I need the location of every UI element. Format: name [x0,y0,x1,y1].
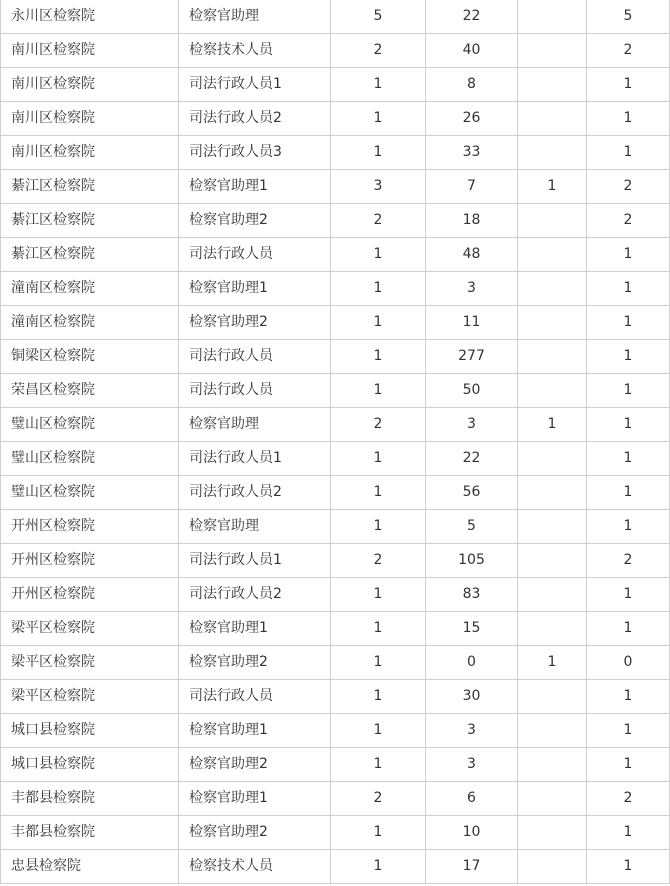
applicants-cell: 50 [426,374,518,408]
quota-cell: 1 [331,612,426,646]
quota-cell: 2 [331,544,426,578]
applicants-cell: 48 [426,238,518,272]
position-cell: 司法行政人员 [179,374,331,408]
result-cell: 2 [587,782,670,816]
quota-cell: 1 [331,238,426,272]
position-cell: 检察官助理2 [179,204,331,238]
position-cell: 检察官助理2 [179,646,331,680]
procuratorate-cell: 南川区检察院 [1,136,179,170]
quota-cell: 2 [331,408,426,442]
procuratorate-cell: 城口县检察院 [1,714,179,748]
extra-cell [518,102,587,136]
extra-cell [518,34,587,68]
table-body [1,0,670,884]
applicants-cell: 18 [426,204,518,238]
quota-cell: 2 [331,782,426,816]
result-cell: 5 [587,0,670,34]
applicants-cell: 3 [426,748,518,782]
quota-cell: 2 [331,34,426,68]
extra-cell [518,272,587,306]
table-row [1,306,670,340]
table-row [1,340,670,374]
table-row [1,136,670,170]
table-row [1,374,670,408]
result-cell: 1 [587,102,670,136]
position-cell: 检察官助理2 [179,816,331,850]
quota-cell: 1 [331,646,426,680]
applicants-cell: 8 [426,68,518,102]
procuratorate-cell: 璧山区检察院 [1,442,179,476]
extra-cell [518,238,587,272]
position-cell: 司法行政人员1 [179,442,331,476]
applicants-cell: 6 [426,782,518,816]
position-cell: 司法行政人员3 [179,136,331,170]
quota-cell: 1 [331,476,426,510]
quota-cell: 1 [331,340,426,374]
applicants-cell: 3 [426,714,518,748]
procuratorate-cell: 开州区检察院 [1,544,179,578]
applicants-cell: 17 [426,850,518,884]
position-cell: 司法行政人员1 [179,68,331,102]
extra-cell [518,136,587,170]
table-row [1,816,670,850]
table-row [1,408,670,442]
extra-cell [518,204,587,238]
position-cell: 司法行政人员2 [179,578,331,612]
extra-cell [518,578,587,612]
position-cell: 司法行政人员2 [179,102,331,136]
table-row [1,34,670,68]
table-row [1,714,670,748]
position-cell: 检察技术人员 [179,850,331,884]
extra-cell [518,612,587,646]
table-row [1,748,670,782]
table-row [1,204,670,238]
quota-cell: 2 [331,204,426,238]
extra-cell [518,340,587,374]
applicants-cell: 7 [426,170,518,204]
extra-cell [518,680,587,714]
result-cell: 1 [587,272,670,306]
table-row [1,442,670,476]
table-row [1,68,670,102]
quota-cell: 1 [331,680,426,714]
applicants-cell: 0 [426,646,518,680]
extra-cell [518,544,587,578]
position-cell: 检察官助理 [179,510,331,544]
extra-cell: 1 [518,408,587,442]
extra-cell: 1 [518,646,587,680]
table-row [1,782,670,816]
extra-cell [518,748,587,782]
table-row [1,476,670,510]
position-cell: 检察官助理2 [179,306,331,340]
quota-cell: 1 [331,272,426,306]
extra-cell [518,68,587,102]
quota-cell: 5 [331,0,426,34]
procuratorate-cell: 永川区检察院 [1,0,179,34]
applicants-cell: 3 [426,272,518,306]
applicants-cell: 22 [426,442,518,476]
result-cell: 1 [587,680,670,714]
table-row [1,170,670,204]
procuratorate-cell: 南川区检察院 [1,68,179,102]
procuratorate-cell: 铜梁区检察院 [1,340,179,374]
result-cell: 2 [587,34,670,68]
result-cell: 1 [587,714,670,748]
extra-cell [518,374,587,408]
table-row [1,238,670,272]
procuratorate-cell: 璧山区检察院 [1,476,179,510]
procuratorate-cell: 开州区检察院 [1,578,179,612]
quota-cell: 1 [331,510,426,544]
procuratorate-cell: 忠县检察院 [1,850,179,884]
quota-cell: 1 [331,136,426,170]
result-cell: 1 [587,510,670,544]
position-cell: 司法行政人员1 [179,544,331,578]
result-cell: 2 [587,170,670,204]
procuratorate-cell: 梁平区检察院 [1,680,179,714]
position-cell: 检察官助理 [179,408,331,442]
table-row [1,510,670,544]
extra-cell [518,816,587,850]
position-cell: 司法行政人员 [179,680,331,714]
procuratorate-cell: 潼南区检察院 [1,272,179,306]
position-cell: 司法行政人员 [179,238,331,272]
applicants-cell: 26 [426,102,518,136]
result-cell: 1 [587,238,670,272]
table-row [1,612,670,646]
quota-cell: 1 [331,442,426,476]
applicants-cell: 11 [426,306,518,340]
result-cell: 2 [587,544,670,578]
quota-cell: 3 [331,170,426,204]
applicants-cell: 22 [426,0,518,34]
applicants-cell: 15 [426,612,518,646]
table-row [1,646,670,680]
applicants-cell: 5 [426,510,518,544]
extra-cell [518,476,587,510]
quota-cell: 1 [331,850,426,884]
quota-cell: 1 [331,816,426,850]
position-cell: 司法行政人员 [179,340,331,374]
position-cell: 检察官助理2 [179,748,331,782]
position-cell: 检察官助理 [179,0,331,34]
applicants-cell: 33 [426,136,518,170]
procuratorate-cell: 璧山区检察院 [1,408,179,442]
result-cell: 1 [587,612,670,646]
result-cell: 1 [587,442,670,476]
applicants-cell: 56 [426,476,518,510]
quota-cell: 1 [331,306,426,340]
result-cell: 1 [587,476,670,510]
procuratorate-cell: 丰都县检察院 [1,816,179,850]
extra-cell [518,442,587,476]
procuratorate-cell: 开州区检察院 [1,510,179,544]
procuratorate-cell: 城口县检察院 [1,748,179,782]
result-cell: 1 [587,748,670,782]
table-row [1,272,670,306]
extra-cell [518,0,587,34]
table-row [1,544,670,578]
result-cell: 1 [587,68,670,102]
applicants-cell: 10 [426,816,518,850]
procuratorate-cell: 綦江区检察院 [1,238,179,272]
position-cell: 检察官助理1 [179,170,331,204]
result-cell: 1 [587,408,670,442]
result-cell: 1 [587,850,670,884]
table-row [1,578,670,612]
result-cell: 1 [587,374,670,408]
procuratorate-cell: 南川区检察院 [1,102,179,136]
extra-cell [518,782,587,816]
quota-cell: 1 [331,102,426,136]
extra-cell [518,714,587,748]
position-cell: 检察官助理1 [179,714,331,748]
quota-cell: 1 [331,714,426,748]
position-cell: 司法行政人员2 [179,476,331,510]
position-cell: 检察官助理1 [179,612,331,646]
result-cell: 1 [587,306,670,340]
table-row [1,0,670,34]
procuratorate-cell: 梁平区检察院 [1,612,179,646]
quota-cell: 1 [331,68,426,102]
procuratorate-cell: 荣昌区检察院 [1,374,179,408]
position-cell: 检察技术人员 [179,34,331,68]
extra-cell [518,850,587,884]
extra-cell [518,306,587,340]
applicants-cell: 3 [426,408,518,442]
quota-cell: 1 [331,374,426,408]
procuratorate-cell: 綦江区检察院 [1,204,179,238]
result-cell: 1 [587,136,670,170]
procuratorate-cell: 南川区检察院 [1,34,179,68]
position-cell: 检察官助理1 [179,782,331,816]
extra-cell [518,510,587,544]
applicants-cell: 105 [426,544,518,578]
quota-cell: 1 [331,578,426,612]
table-row [1,102,670,136]
applicants-cell: 40 [426,34,518,68]
result-cell: 1 [587,340,670,374]
procuratorate-cell: 潼南区检察院 [1,306,179,340]
extra-cell: 1 [518,170,587,204]
result-cell: 1 [587,816,670,850]
result-cell: 1 [587,578,670,612]
result-cell: 0 [587,646,670,680]
table-row [1,850,670,884]
procuratorate-cell: 綦江区检察院 [1,170,179,204]
position-cell: 检察官助理1 [179,272,331,306]
procuratorate-cell: 丰都县检察院 [1,782,179,816]
result-cell: 2 [587,204,670,238]
applicants-cell: 83 [426,578,518,612]
procuratorate-cell: 梁平区检察院 [1,646,179,680]
quota-cell: 1 [331,748,426,782]
applicants-cell: 277 [426,340,518,374]
table-row [1,680,670,714]
applicants-cell: 30 [426,680,518,714]
